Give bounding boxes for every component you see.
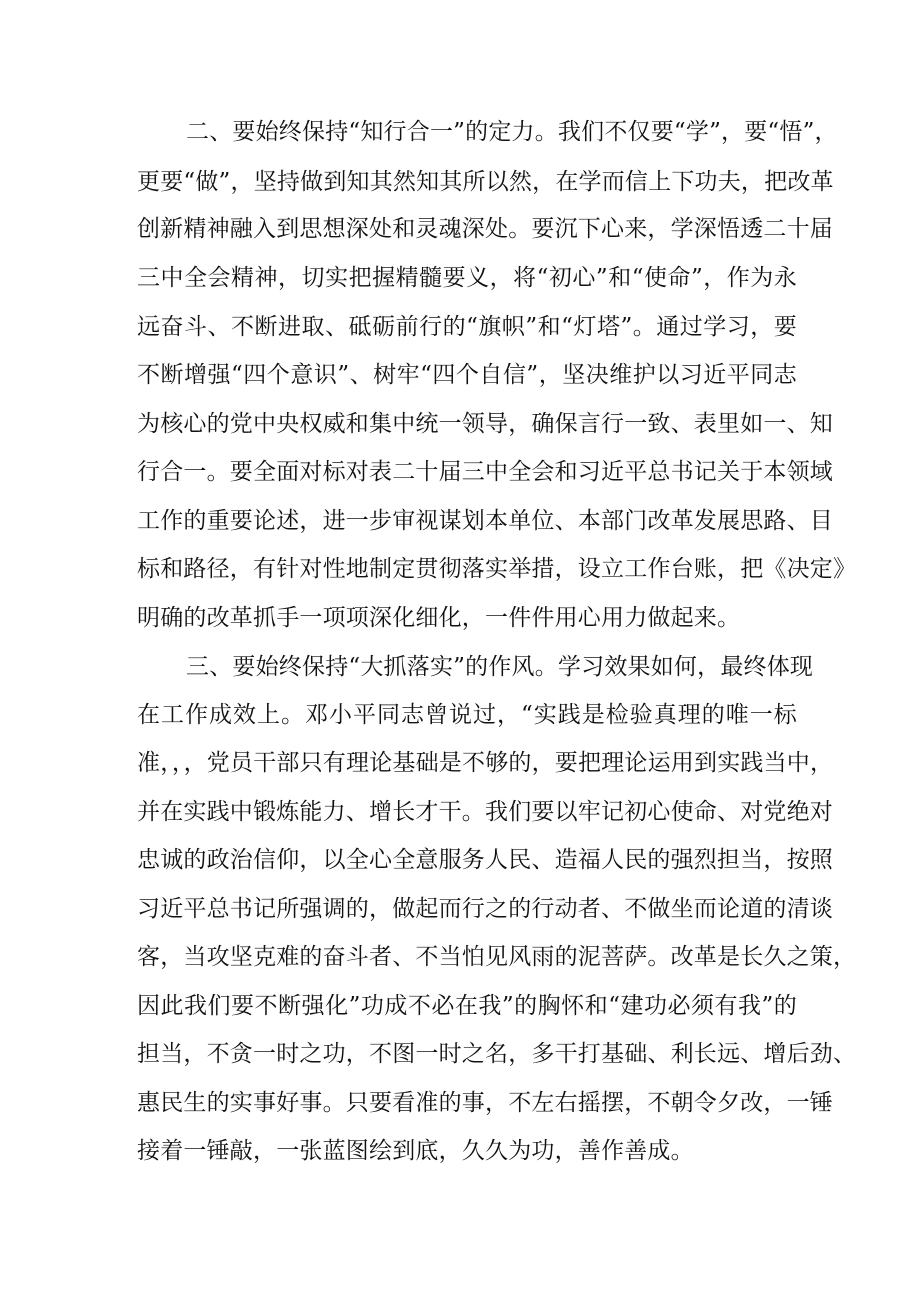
paragraph-1-line-6: 不断增强“四个意识”、树牢“四个自信”，坚决维护以习近平同志 <box>137 362 797 388</box>
paragraph-2-line-5: 忠诚的政治信仰，以全心全意服务人民、造福人民的强烈担当，按照 <box>137 847 833 873</box>
paragraph-1-line-4: 三中全会精神，切实把握精髓要义，将“初心”和“使命”，作为永 <box>137 265 797 291</box>
paragraph-1-line-8: 行合一。要全面对标对表二十届三中全会和习近平总书记关于本领域 <box>137 459 833 485</box>
paragraph-2-line-3: 准，，，党员干部只有理论基础是不够的，要把理论运用到实践当中， <box>137 750 834 776</box>
paragraph-1-line-2: 更要“做”，坚持做到知其然知其所以然，在学而信上下功夫，把改革 <box>137 169 834 195</box>
paragraph-2-line-1: 三、要始终保持“大抓落实”的作风。学习效果如何，最终体现 <box>186 654 814 680</box>
paragraph-2-line-8: 因此我们要不断强化”功成不必在我”的胸怀和“建功必须有我”的 <box>137 993 797 1019</box>
paragraph-2-line-2: 在工作成效上。邓小平同志曾说过，“实践是检验真理的唯一标 <box>137 702 797 728</box>
paragraph-1-line-7: 为核心的党中央权威和集中统一领导，确保言行一致、表里如一、知 <box>137 411 833 437</box>
paragraph-2-line-9: 担当，不贪一时之功，不图一时之名，多干打基础、利长远、增后劲、 <box>137 1041 857 1067</box>
paragraph-2-line-4: 并在实践中锻炼能力、增长才干。我们要以牢记初心使命、对党绝对 <box>137 799 833 825</box>
paragraph-1-line-1: 二、要始终保持“知行合一”的定力。我们不仅要“学”，要“悟”， <box>186 119 838 145</box>
paragraph-2-line-10: 惠民生的实事好事。只要看准的事，不左右摇摆，不朝令夕改，一锤 <box>137 1090 833 1116</box>
paragraph-1-line-3: 创新精神融入到思想深处和灵魂深处。要沉下心来，学深悟透二十届 <box>137 216 833 242</box>
paragraph-2-line-7: 客，当攻坚克难的奋斗者、不当怕见风雨的泥菩萨。改革是长久之策， <box>137 944 857 970</box>
paragraph-1-line-10: 标和路径，有针对性地制定贯彻落实举措，设立工作台账，把《决定》 <box>137 556 857 582</box>
paragraph-1-line-11: 明确的改革抓手一项项深化细化，一件件用心用力做起来。 <box>137 605 741 631</box>
paragraph-1-line-9: 工作的重要论述，进一步审视谋划本单位、本部门改革发展思路、目 <box>137 508 833 534</box>
paragraph-1-line-5: 远奋斗、不断进取、砥砺前行的“旗帜”和“灯塔”。通过学习，要 <box>137 314 797 340</box>
paragraph-2-line-11: 接着一锤敲，一张蓝图绘到底，久久为功，善作善成。 <box>137 1138 694 1164</box>
paragraph-2-line-6: 习近平总书记所强调的，做起而行之的行动者、不做坐而论道的清谈 <box>137 896 833 922</box>
